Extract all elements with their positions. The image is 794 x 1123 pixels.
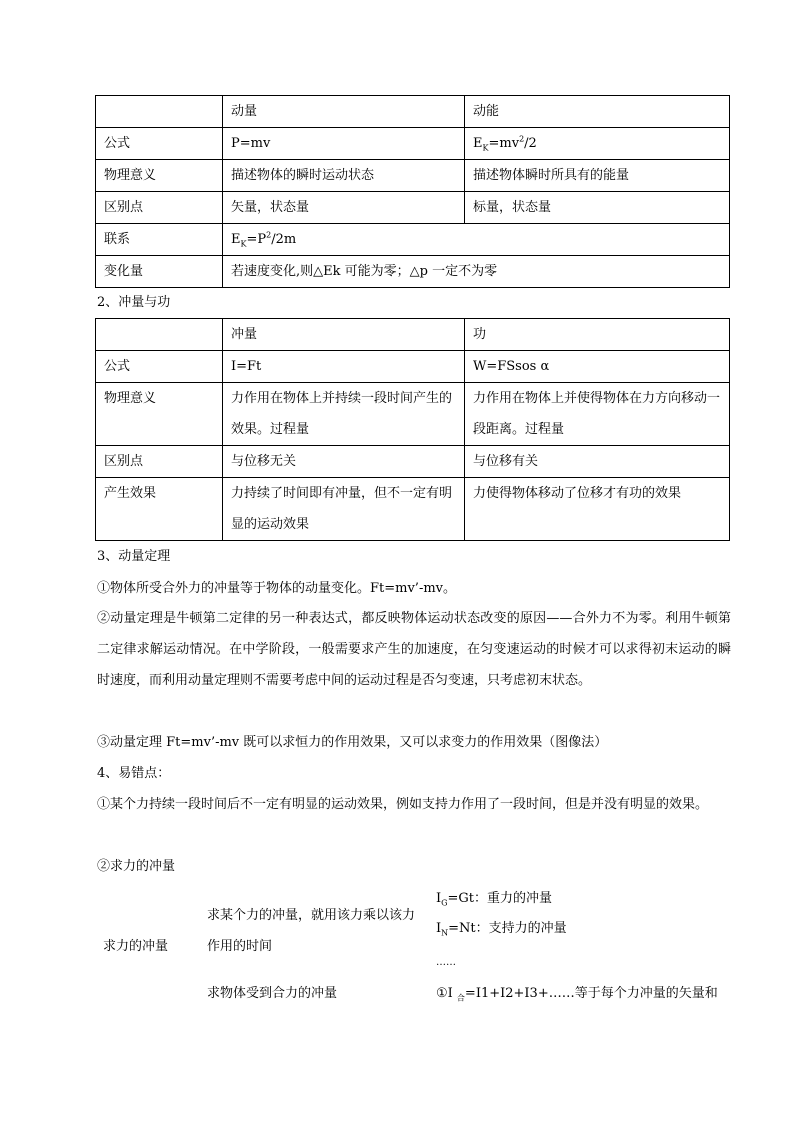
table-cell: [96, 319, 223, 351]
impulse-work-table: [95, 318, 730, 541]
row-label: 产生效果: [96, 478, 223, 541]
table-cell: 描述物体的瞬时运动状态: [223, 160, 465, 192]
table-row: [96, 224, 730, 256]
table-row: [96, 192, 730, 224]
table-cell: 若速度变化,则△Ek 可能为零；△p 一定不为零: [223, 256, 730, 288]
table-cell: 与位移有关: [465, 446, 730, 478]
net-impulse-formula: ①I $_合$=I1+I2+I3+……等于每个力冲量的矢量和: [436, 986, 718, 1003]
table-row: [96, 351, 730, 383]
row-label: 区别点: [96, 192, 223, 224]
normal-impulse-formula: $I_N=Nt$：支持力的冲量: [436, 921, 567, 938]
table-cell: $E_K=P^2/2m$: [223, 224, 730, 256]
gravity-impulse-formula: $I_G=Gt$：重力的冲量: [436, 891, 553, 908]
table-cell: 与位移无关: [223, 446, 465, 478]
paragraph: ②求力的冲量: [97, 859, 176, 874]
table-cell: I=Ft: [223, 351, 465, 383]
table-cell: 矢量，状态量: [223, 192, 465, 224]
table-cell: 力作用在物体上并持续一段时间产生的效果。过程量: [223, 383, 465, 446]
paragraph: ③动量定理 Ft=mv’-mv 既可以求恒力的作用效果，又可以求变力的作用效果（图像法）: [97, 735, 608, 750]
table-cell: W=FSsos α: [465, 351, 730, 383]
table-header: 动量: [223, 96, 465, 128]
table-cell: [96, 96, 223, 128]
section-heading: 3、动量定理: [97, 549, 171, 564]
table-cell: 标量，状态量: [465, 192, 730, 224]
table-cell: 力持续了时间即有冲量，但不一定有明显的运动效果: [223, 478, 465, 541]
table-cell: 力使得物体移动了位移才有功的效果: [465, 478, 730, 541]
table-cell: 描述物体瞬时所具有的能量: [465, 160, 730, 192]
table-header: 动能: [465, 96, 730, 128]
row-label: 物理意义: [96, 383, 223, 446]
paragraph: ①某个力持续一段时间后不一定有明显的运动效果，例如支持力作用了一段时间，但是并没有明显的效果。: [97, 797, 709, 812]
table-row: [96, 478, 730, 541]
momentum-energy-table: [95, 95, 730, 288]
row-label: 公式: [96, 351, 223, 383]
table-header: 冲量: [223, 319, 465, 351]
table-row: [96, 96, 730, 128]
table-header: 功: [465, 319, 730, 351]
impulse-left-label: 求力的冲量: [103, 939, 169, 954]
table-cell: P=mv: [223, 128, 465, 160]
table-cell: $E_K=mv^2/2$: [465, 128, 730, 160]
section-heading: 4、易错点：: [97, 766, 171, 781]
table-row: [96, 128, 730, 160]
table-row: [96, 319, 730, 351]
ellipsis-text: ……: [436, 957, 456, 968]
row-label: 联系: [96, 224, 223, 256]
row-label: 公式: [96, 128, 223, 160]
table-row: [96, 256, 730, 288]
impulse-net-force-text: 求物体受到合力的冲量: [207, 986, 338, 1001]
row-label: 区别点: [96, 446, 223, 478]
paragraph: ②动量定理是牛顿第二定律的另一种表达式，都反映物体运动状态改变的原因——合外力不为零。利用牛顿第二定律求解运动情况。在中学阶段，一般需要求产生的加速度，在匀变速运动的时候才可以求得初末运动的瞬时速度，而利用动量定理则不需要考虑中间的运动过程是否匀变速，只考虑初末状态。: [97, 611, 731, 688]
row-label: 物理意义: [96, 160, 223, 192]
table-row: [96, 160, 730, 192]
section-heading: 2、冲量与功: [97, 295, 171, 310]
table-row: [96, 446, 730, 478]
paragraph: ①物体所受合外力的冲量等于物体的动量变化。Ft=mv’-mv。: [97, 581, 457, 596]
table-cell: 力作用在物体上并使得物体在力方向移动一段距离。过程量: [465, 383, 730, 446]
row-label: 变化量: [96, 256, 223, 288]
table-row: [96, 383, 730, 446]
impulse-single-force-text: 求某个力的冲量，就用该力乘以该力作用的时间: [207, 908, 416, 954]
